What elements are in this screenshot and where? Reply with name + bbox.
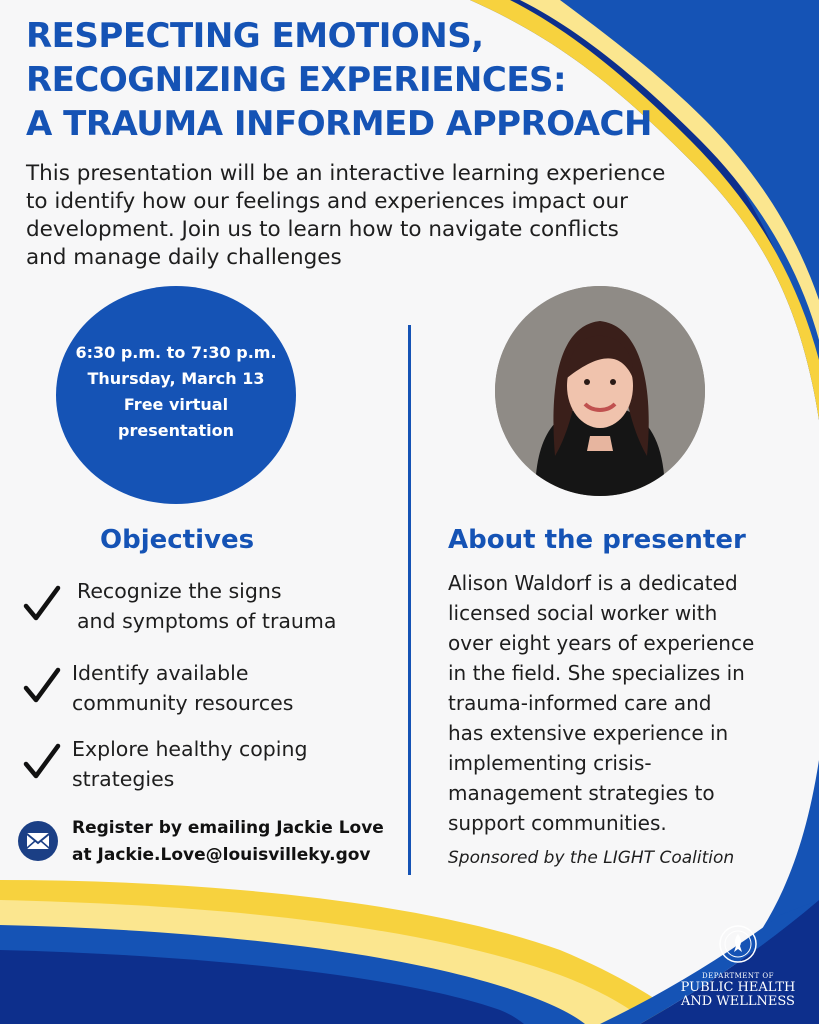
bio-line: has extensive experience in [448,721,729,745]
logo-department: DEPARTMENT OF [701,972,775,980]
title-line-1: RESPECTING EMOTIONS, [26,16,484,56]
bio-line: in the field. She specializes in [448,661,745,685]
event-date: Thursday, March 13 [87,369,265,388]
objective-text: and symptoms of trauma [77,609,337,633]
sponsor-credit: Sponsored by the LIGHT Coalition [448,848,735,868]
event-details [56,340,296,444]
objective-text: Explore healthy coping [72,737,308,761]
envelope-icon [18,821,58,861]
city-seal-icon [718,924,758,964]
register-email[interactable]: at Jackie.Love@louisvilleky.gov [72,845,371,865]
intro-line: and manage daily challenges [26,245,342,270]
objectives-heading: Objectives [100,525,255,555]
column-divider [408,325,411,875]
checkmark-icon [20,582,64,626]
presenter-photo [495,286,705,496]
bio-line: Alison Waldorf is a dedicated [448,571,738,595]
objective-text: community resources [72,691,294,715]
title-line-3: A TRAUMA INFORMED APPROACH [26,104,652,144]
event-time: 6:30 p.m. to 7:30 p.m. [75,343,277,362]
title-line-2: RECOGNIZING EXPERIENCES: [26,60,567,100]
department-logo [668,924,808,1009]
logo-org-line: PUBLIC HEALTH [680,980,796,995]
bio-line: support communities. [448,811,667,835]
bio-line: trauma-informed care and [448,691,712,715]
event-format: Free virtual [123,395,229,414]
presenter-heading: About the presenter [448,525,746,555]
presenter-bio [448,568,788,838]
bio-line: licensed social worker with [448,601,718,625]
flyer-title [26,14,652,146]
bio-line: over eight years of experience [448,631,755,655]
intro-line: This presentation will be an interactive learning experience [26,161,666,186]
event-format: presentation [118,421,234,440]
register-instruction: Register by emailing Jackie Love [72,818,384,838]
objective-text: Identify available [72,661,249,685]
intro-line: to identify how our feelings and experiences impact our [26,189,628,214]
intro-paragraph [26,160,726,272]
bio-line: management strategies to [448,781,715,805]
objective-text: strategies [72,767,175,791]
intro-line: development. Join us to learn how to navigate conflicts [26,217,619,242]
checkmark-icon [20,740,64,784]
logo-org-line: AND WELLNESS [681,994,795,1009]
bio-line: implementing crisis- [448,751,652,775]
logo-organization [668,981,808,1009]
objective-text: Recognize the signs [77,579,282,603]
checkmark-icon [20,664,64,708]
